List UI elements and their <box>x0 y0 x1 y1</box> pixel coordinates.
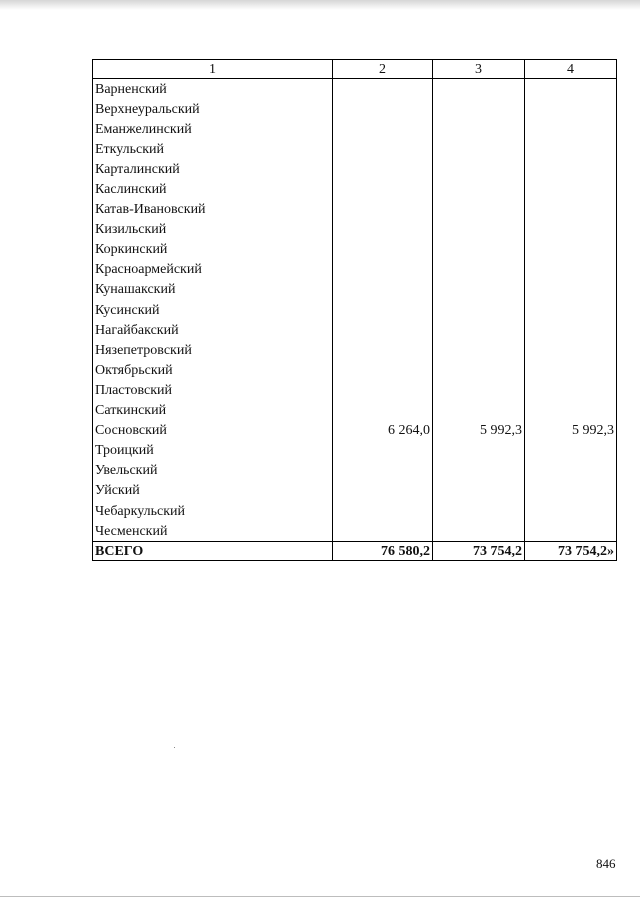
column-header: 3 <box>433 60 525 79</box>
district-name: Катав-Ивановский <box>93 200 333 220</box>
district-name: Каслинский <box>93 179 333 199</box>
value-col4 <box>525 300 617 320</box>
district-name: Троицкий <box>93 441 333 461</box>
table-row <box>93 380 617 400</box>
value-col4 <box>525 240 617 260</box>
value-col2 <box>333 79 433 100</box>
scan-speck <box>174 747 175 748</box>
value-col4 <box>525 401 617 421</box>
value-col3 <box>433 340 525 360</box>
value-col3 <box>433 179 525 199</box>
scan-shadow-top <box>0 0 640 10</box>
value-col2 <box>333 280 433 300</box>
page-number: 846 <box>596 856 616 871</box>
value-col3 <box>433 79 525 100</box>
value-col3 <box>433 220 525 240</box>
value-col3 <box>433 260 525 280</box>
value-col2 <box>333 159 433 179</box>
table-row <box>93 179 617 199</box>
table-row <box>93 200 617 220</box>
value-col2 <box>333 461 433 481</box>
value-col4 <box>525 320 617 340</box>
district-name: Саткинский <box>93 401 333 421</box>
value-col3 <box>433 99 525 119</box>
table-row <box>93 139 617 159</box>
value-col3 <box>433 501 525 521</box>
district-name: Нагайбакский <box>93 320 333 340</box>
value-col4 <box>525 179 617 199</box>
value-col4 <box>525 360 617 380</box>
district-name: Кизильский <box>93 220 333 240</box>
value-col2 <box>333 179 433 199</box>
district-name: Сосновский <box>93 421 333 441</box>
total-value-col3: 73 754,2 <box>433 542 525 561</box>
table-row <box>93 320 617 340</box>
district-name: Увельский <box>93 461 333 481</box>
value-col3 <box>433 360 525 380</box>
district-name: Верхнеуральский <box>93 99 333 119</box>
table-row <box>93 220 617 240</box>
value-col2: 6 264,0 <box>333 421 433 441</box>
table-row <box>93 360 617 380</box>
district-name: Еткульский <box>93 139 333 159</box>
value-col4 <box>525 280 617 300</box>
value-col3 <box>433 240 525 260</box>
value-col4 <box>525 340 617 360</box>
value-col2 <box>333 340 433 360</box>
value-col4 <box>525 441 617 461</box>
district-name: Нязепетровский <box>93 340 333 360</box>
value-col3 <box>433 461 525 481</box>
value-col2 <box>333 501 433 521</box>
value-col4 <box>525 521 617 542</box>
table-row <box>93 421 617 441</box>
table-row <box>93 501 617 521</box>
table-row <box>93 79 617 100</box>
value-col3: 5 992,3 <box>433 421 525 441</box>
value-col3 <box>433 481 525 501</box>
value-col2 <box>333 360 433 380</box>
total-value-col4: 73 754,2» <box>525 542 617 561</box>
value-col4 <box>525 139 617 159</box>
table-row <box>93 340 617 360</box>
value-col2 <box>333 401 433 421</box>
value-col4 <box>525 99 617 119</box>
table-row <box>93 300 617 320</box>
value-col4 <box>525 501 617 521</box>
value-col4 <box>525 380 617 400</box>
column-header: 2 <box>333 60 433 79</box>
value-col3 <box>433 401 525 421</box>
total-label: ВСЕГО <box>93 542 333 561</box>
value-col4 <box>525 159 617 179</box>
table-row <box>93 240 617 260</box>
value-col3 <box>433 380 525 400</box>
value-col4 <box>525 200 617 220</box>
district-name: Чебаркульский <box>93 501 333 521</box>
district-name: Карталинский <box>93 159 333 179</box>
district-name: Уйский <box>93 481 333 501</box>
value-col3 <box>433 320 525 340</box>
table-row <box>93 461 617 481</box>
value-col4 <box>525 260 617 280</box>
table-row <box>93 441 617 461</box>
value-col3 <box>433 280 525 300</box>
table-row <box>93 260 617 280</box>
value-col4 <box>525 461 617 481</box>
table-row <box>93 99 617 119</box>
district-name: Варненский <box>93 79 333 100</box>
value-col4 <box>525 79 617 100</box>
value-col2 <box>333 260 433 280</box>
table-row <box>93 481 617 501</box>
value-col2 <box>333 139 433 159</box>
district-name: Кусинский <box>93 300 333 320</box>
value-col4 <box>525 119 617 139</box>
value-col3 <box>433 119 525 139</box>
table-row <box>93 401 617 421</box>
value-col2 <box>333 200 433 220</box>
district-name: Кунашакский <box>93 280 333 300</box>
value-col2 <box>333 119 433 139</box>
value-col3 <box>433 521 525 542</box>
value-col2 <box>333 380 433 400</box>
district-name: Октябрьский <box>93 360 333 380</box>
value-col2 <box>333 521 433 542</box>
value-col3 <box>433 200 525 220</box>
table-row <box>93 521 617 542</box>
column-header: 4 <box>525 60 617 79</box>
value-col3 <box>433 441 525 461</box>
table-row <box>93 159 617 179</box>
budget-table <box>92 59 617 561</box>
scan-edge-bottom <box>0 896 640 897</box>
table-header-row <box>93 60 617 79</box>
value-col3 <box>433 139 525 159</box>
value-col4 <box>525 220 617 240</box>
district-name: Пластовский <box>93 380 333 400</box>
district-name: Чесменский <box>93 521 333 542</box>
total-row <box>93 542 617 561</box>
value-col2 <box>333 220 433 240</box>
value-col2 <box>333 300 433 320</box>
table-row <box>93 119 617 139</box>
value-col2 <box>333 481 433 501</box>
value-col4 <box>525 481 617 501</box>
value-col2 <box>333 240 433 260</box>
value-col2 <box>333 441 433 461</box>
table-row <box>93 280 617 300</box>
value-col3 <box>433 159 525 179</box>
district-name: Еманжелинский <box>93 119 333 139</box>
value-col2 <box>333 320 433 340</box>
value-col2 <box>333 99 433 119</box>
district-name: Коркинский <box>93 240 333 260</box>
value-col3 <box>433 300 525 320</box>
district-name: Красноармейский <box>93 260 333 280</box>
value-col4: 5 992,3 <box>525 421 617 441</box>
column-header: 1 <box>93 60 333 79</box>
total-value-col2: 76 580,2 <box>333 542 433 561</box>
